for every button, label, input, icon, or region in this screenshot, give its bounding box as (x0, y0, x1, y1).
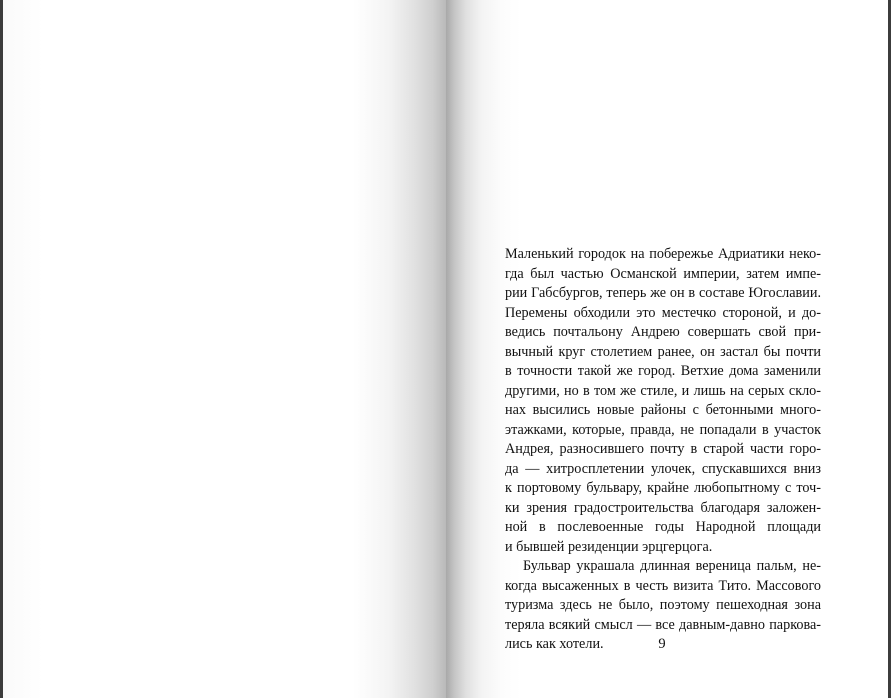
text-line: Перемены обходили это местечко стороной, и до- (505, 304, 821, 321)
text-line: вычный круг столетием ранее, он застал бы почти (505, 343, 821, 360)
paragraph-1 (505, 245, 821, 557)
text-line: лись как хотели. (505, 636, 604, 652)
text-line: ной в послевоенные годы Народной площади (505, 519, 821, 535)
text-line: да — хитросплетении улочек, спускавшихся вниз (505, 460, 821, 477)
text-line: нах высились новые районы с бетонными много- (505, 402, 821, 418)
text-line: к портовому бульвару, крайне любопытному с точ- (505, 480, 821, 496)
text-line: рии Габсбургов, теперь же он в составе Югославии. (505, 285, 821, 301)
text-line: гда был частью Османской империи, затем импе- (505, 265, 821, 282)
text-line: Маленький городок на побережье Адриатики неко- (505, 246, 821, 262)
page-number: 9 (658, 636, 666, 652)
text-line: в точности такой же город. Ветхие дома заменили (505, 363, 821, 379)
left-page (3, 0, 446, 698)
text-line: Бульвар украшала длинная вереница пальм, не- (523, 558, 821, 574)
text-line: этажками, которые, правда, не попадали в участок (505, 421, 821, 438)
text-line: Андрея, разносившего почту в старой части горо- (505, 441, 821, 457)
text-line: теряла всякий смысл — все давным-давно паркова- (505, 616, 821, 633)
text-line: когда высаженных в честь визита Тито. Массового (505, 577, 821, 594)
text-line: и бывшей резиденции эрцгерцога. (505, 538, 713, 555)
text-line: другими, но в том же стиле, и лишь на серых скло- (505, 382, 821, 399)
text-line: ки зрения градостроительства благодаря заложен- (505, 499, 821, 516)
page-body-text (505, 245, 821, 655)
text-line: ведись почтальону Андрею совершать свой при- (505, 324, 821, 340)
text-line: туризма здесь не было, поэтому пешеходная зона (505, 597, 821, 613)
